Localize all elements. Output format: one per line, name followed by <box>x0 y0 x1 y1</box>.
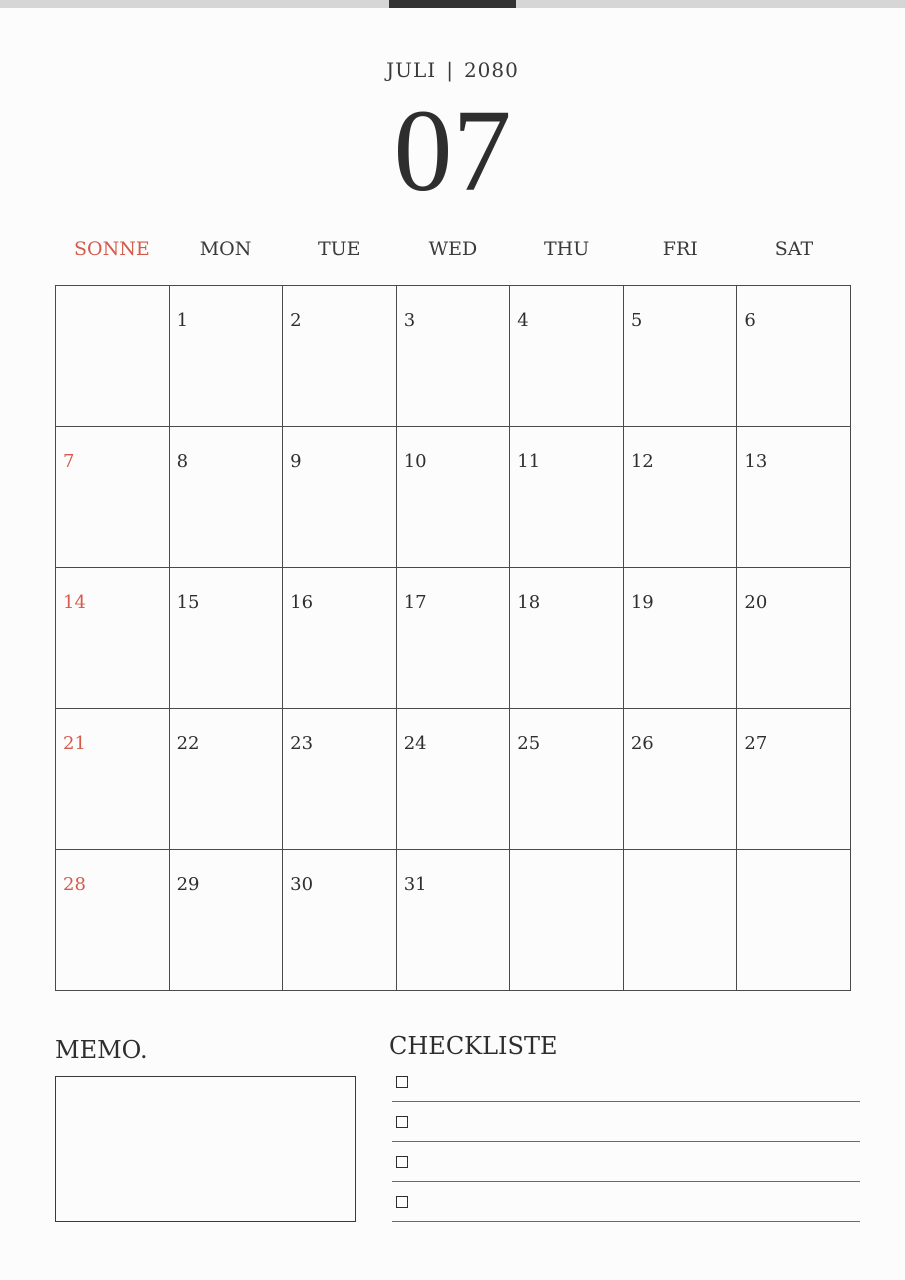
day-number: 25 <box>517 733 541 754</box>
day-number: 19 <box>630 592 654 613</box>
weekday-monday: MON <box>199 238 252 260</box>
day-cell[interactable] <box>56 568 170 709</box>
day-cell[interactable] <box>56 850 170 991</box>
day-cell[interactable] <box>624 427 738 568</box>
checklist-item[interactable] <box>392 1062 860 1102</box>
day-number: 30 <box>290 874 314 895</box>
day-cell[interactable] <box>170 427 284 568</box>
day-cell[interactable] <box>283 427 397 568</box>
day-number: 16 <box>290 592 314 613</box>
day-number: 2 <box>290 310 302 331</box>
day-cell[interactable] <box>624 709 738 850</box>
day-number: 20 <box>744 592 768 613</box>
year: 2080 <box>463 58 519 82</box>
day-number: 31 <box>403 874 427 895</box>
checklist-item[interactable] <box>392 1142 860 1182</box>
month-year-separator: | <box>446 58 454 82</box>
day-cell[interactable] <box>56 427 170 568</box>
day-number: 21 <box>63 733 86 754</box>
top-bar-accent <box>389 0 516 8</box>
day-cell[interactable] <box>737 568 851 709</box>
day-cell[interactable] <box>283 286 397 427</box>
day-cell[interactable] <box>397 850 511 991</box>
day-number: 15 <box>176 592 200 613</box>
weekday-header-row <box>55 238 851 264</box>
checklist <box>392 1062 860 1222</box>
checkbox-icon[interactable] <box>396 1116 408 1128</box>
day-cell[interactable] <box>737 850 851 991</box>
day-cell[interactable] <box>170 286 284 427</box>
day-number: 18 <box>517 592 541 613</box>
day-cell[interactable] <box>283 568 397 709</box>
day-cell[interactable] <box>510 709 624 850</box>
day-cell[interactable] <box>510 427 624 568</box>
weekday-tuesday: TUE <box>317 238 361 260</box>
day-number: 10 <box>403 451 427 472</box>
checklist-title: CHECKLISTE <box>389 1032 558 1060</box>
day-number: 17 <box>403 592 427 613</box>
day-cell[interactable] <box>624 850 738 991</box>
weekday-friday: FRI <box>662 238 698 260</box>
day-cell[interactable] <box>170 850 284 991</box>
checklist-item[interactable] <box>392 1182 860 1222</box>
day-cell[interactable] <box>510 286 624 427</box>
day-number: 27 <box>744 733 768 754</box>
day-number: 24 <box>403 733 427 754</box>
day-number: 29 <box>176 874 200 895</box>
day-number: 3 <box>403 310 416 331</box>
month-name: JULI <box>386 58 437 82</box>
weekday-wednesday: WED <box>428 238 478 260</box>
day-cell[interactable] <box>170 709 284 850</box>
memo-box[interactable] <box>55 1076 356 1222</box>
day-cell[interactable] <box>283 709 397 850</box>
day-cell[interactable] <box>397 286 511 427</box>
day-cell[interactable] <box>283 850 397 991</box>
day-number: 14 <box>63 592 86 613</box>
day-cell[interactable] <box>624 286 738 427</box>
day-cell[interactable] <box>56 286 170 427</box>
day-cell[interactable] <box>624 568 738 709</box>
weekday-saturday: SAT <box>774 238 814 260</box>
day-cell[interactable] <box>510 850 624 991</box>
day-number: 1 <box>176 310 189 331</box>
day-number: 13 <box>744 451 768 472</box>
day-cell[interactable] <box>56 709 170 850</box>
month-year-line <box>0 58 905 82</box>
calendar-grid <box>55 285 851 991</box>
day-cell[interactable] <box>510 568 624 709</box>
day-number: 22 <box>176 733 200 754</box>
day-number: 7 <box>63 451 75 472</box>
weekday-thursday: THU <box>543 238 590 260</box>
day-cell[interactable] <box>397 709 511 850</box>
checkbox-icon[interactable] <box>396 1196 408 1208</box>
weekday-sunday: SONNE <box>73 238 150 260</box>
day-cell[interactable] <box>397 568 511 709</box>
day-cell[interactable] <box>397 427 511 568</box>
month-number: 07 <box>393 85 512 216</box>
checkbox-icon[interactable] <box>396 1156 408 1168</box>
day-number: 12 <box>630 451 654 472</box>
day-number: 5 <box>630 310 643 331</box>
day-number: 26 <box>630 733 654 754</box>
memo-title: MEMO. <box>55 1036 148 1064</box>
day-number: 28 <box>63 874 86 895</box>
checklist-item[interactable] <box>392 1102 860 1142</box>
day-cell[interactable] <box>737 286 851 427</box>
day-cell[interactable] <box>737 427 851 568</box>
day-number: 8 <box>176 451 189 472</box>
day-cell[interactable] <box>737 709 851 850</box>
day-number: 9 <box>290 451 302 472</box>
day-number: 4 <box>517 310 529 331</box>
checkbox-icon[interactable] <box>396 1076 408 1088</box>
day-number: 6 <box>744 310 756 331</box>
day-number: 11 <box>517 451 541 472</box>
day-number: 23 <box>290 733 314 754</box>
day-cell[interactable] <box>170 568 284 709</box>
